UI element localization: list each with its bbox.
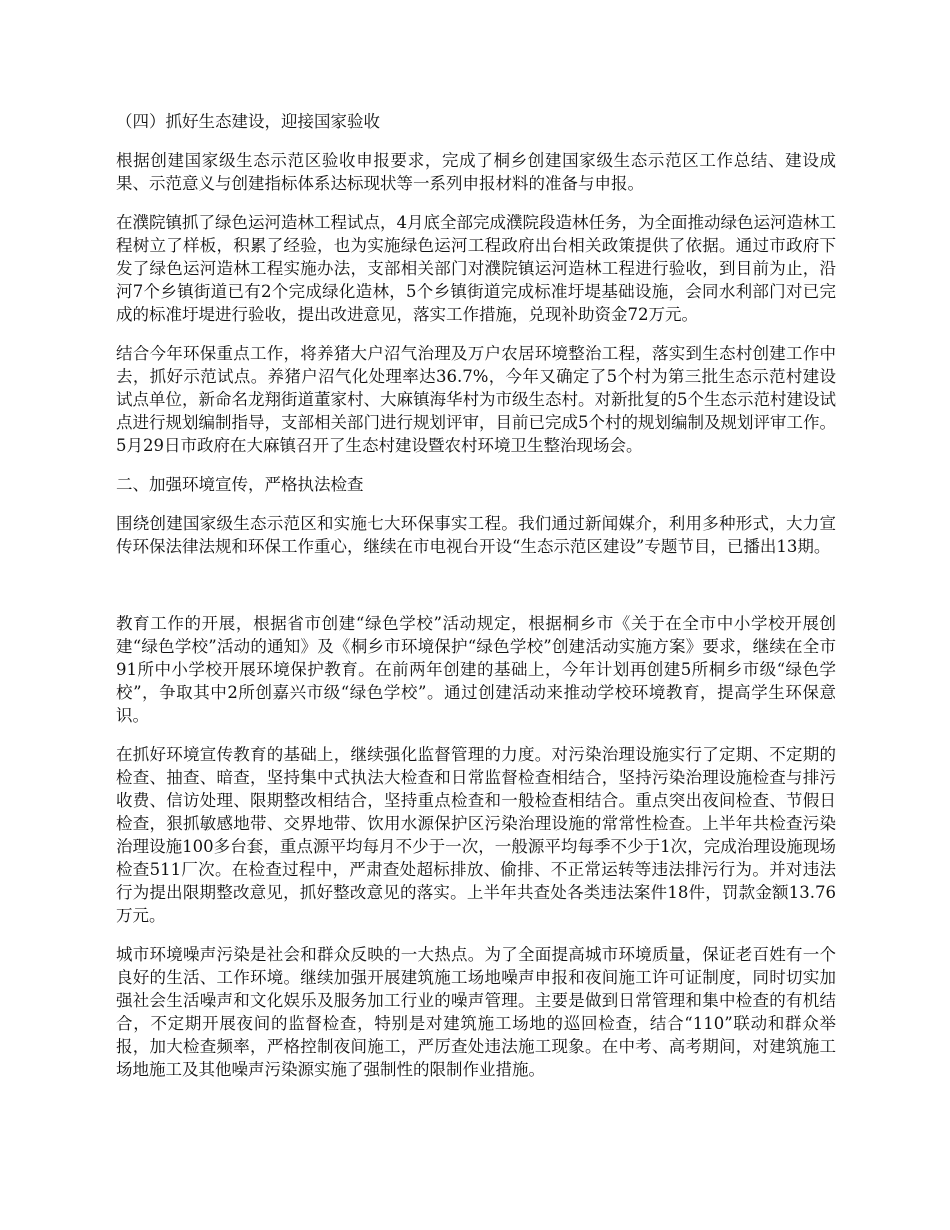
document-body <box>116 110 836 1097</box>
paragraph-canal-afforestation: 在濮院镇抓了绿色运河造林工程试点，4月底全部完成濮院段造林任务，为全面推动绿色运河造林工程树立了样板，积累了经验，也为实施绿色运河工程政府出台相关政策提供了依据。通过市政府下发了绿色运河造林工程实施办法，支部相关部门对濮院镇运河造林工程进行验收，到目前为止，沿河7个乡镇街道已有2个完成绿化造林，5个乡镇街道完成标准圩堤基础设施，会同水利部门对已完成的标准圩堤进行验收，提出改进意见，落实工作措施，兑现补助资金72万元。 <box>116 213 836 324</box>
paragraph-eco-village: 结合今年环保重点工作，将养猪大户沼气治理及万户农居环境整治工程，落实到生态村创建工作中去，抓好示范试点。养猪户沼气化处理率达36.7%，今年又确定了5个村为第三批生态示范村建设试点单位，新命名龙翔街道董家村、大麻镇海华村为市级生态村。对新批复的5个生态示范村建设试点进行规划编制指导，支部相关部门进行规划评审，目前已完成5个村的规划编制及规划评审工作。5月29日市政府在大麻镇召开了生态村建设暨农村环境卫生整治现场会。 <box>116 344 836 455</box>
section-gap <box>116 574 836 612</box>
paragraph-green-school: 教育工作的开展，根据省市创建“绿色学校”活动规定，根据桐乡市《关于在全市中小学校开展创建“绿色学校”活动的通知》及《桐乡市环境保护“绿色学校”创建活动实施方案》要求，继续在全市91所中小学校开展环境保护教育。在前两年创建的基础上，今年计划再创建5所桐乡市级“绿色学校”，争取其中2所创嘉兴市级“绿色学校”。通过创建活动来推动学校环境教育，提高学生环保意识。 <box>116 614 836 725</box>
paragraph-application: 根据创建国家级生态示范区验收申报要求，完成了桐乡创建国家级生态示范区工作总结、建设成果、示范意义与创建指标体系达标现状等一系列申报材料的准备与申报。 <box>116 151 836 193</box>
section-heading-ecology: （四）抓好生态建设，迎接国家验收 <box>116 112 380 131</box>
paragraph-media-publicity: 围绕创建国家级生态示范区和实施七大环保事实工程。我们通过新闻媒介，利用多种形式，大力宣传环保法律法规和环保工作重心，继续在市电视台开设“生态示范区建设”专题节目，已播出13期。 <box>116 514 836 556</box>
paragraph-supervision: 在抓好环境宣传教育的基础上，继续强化监督管理的力度。对污染治理设施实行了定期、不定期的检查、抽查、暗查，坚持集中式执法大检查和日常监督检查相结合，坚持污染治理设施检查与排污收费、信访处理、限期整改相结合，坚持重点检查和一般检查相结合。重点突出夜间检查、节假日检查，狠抓敏感地带、交界地带、饮用水源保护区污染治理设施的常常性检查。上半年共检查污染治理设施100多台套，重点源平均每月不少于一次，一般源平均每季不少于1次，完成治理设施现场检查511厂次。在检查过程中，严肃查处超标排放、偷排、不正常运转等违法排污行为。并对违法行为提出限期整改意见，抓好整改意见的落实。上半年共查处各类违法案件18件，罚款金额13.76万元。 <box>116 745 836 925</box>
paragraph-noise-control: 城市环境噪声污染是社会和群众反映的一大热点。为了全面提高城市环境质量，保证老百姓有一个良好的生活、工作环境。继续加强开展建筑施工场地噪声申报和夜间施工许可证制度，同时切实加强社会生活噪声和文化娱乐及服务加工行业的噪声管理。主要是做到日常管理和集中检查的有机结合，不定期开展夜间的监督检查，特别是对建筑施工场地的巡回检查，结合“110”联动和群众举报，加大检查频率，严格控制夜间施工，严厉查处违法施工现象。在中考、高考期间，对建筑施工场地施工及其他噪声污染源实施了强制性的限制作业措施。 <box>116 945 836 1079</box>
section-heading-publicity: 二、加强环境宣传，严格执法检查 <box>116 475 364 494</box>
